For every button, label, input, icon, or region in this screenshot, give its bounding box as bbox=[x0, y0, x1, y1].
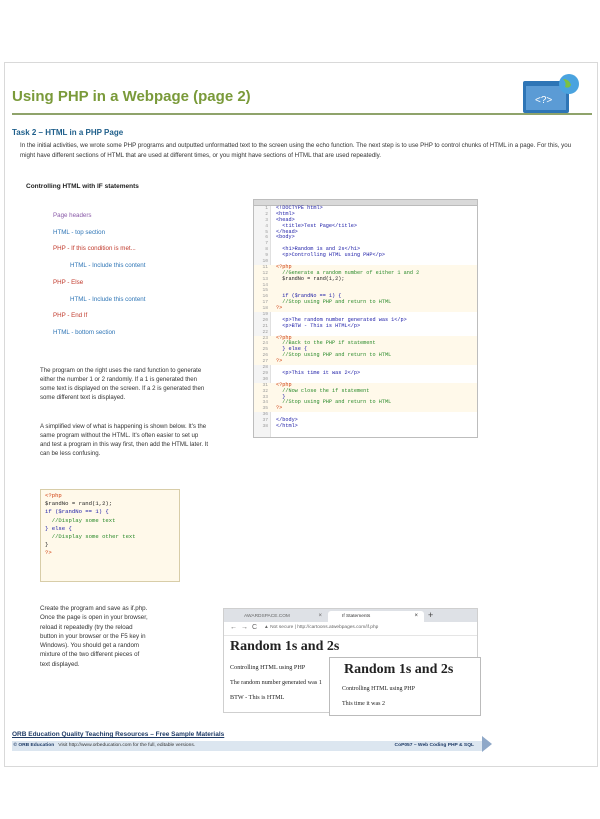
footer-bar bbox=[12, 741, 482, 751]
code-text: <?php bbox=[276, 263, 292, 270]
mini-code-line: } else { bbox=[45, 524, 72, 532]
popup-heading: Random 1s and 2s bbox=[344, 662, 454, 677]
not-secure-label: Not secure bbox=[270, 625, 294, 630]
tab-bar bbox=[224, 609, 477, 622]
tab-awardspace[interactable] bbox=[230, 611, 328, 622]
code-text: //Back to the PHP if statement bbox=[276, 340, 376, 347]
code-text: ?> bbox=[276, 405, 283, 412]
section-heading: Controlling HTML with IF statements bbox=[26, 183, 139, 190]
close-icon[interactable]: × bbox=[318, 613, 322, 619]
mini-code-line: $randNo = rand(1,2); bbox=[45, 500, 113, 508]
line-number: 26 bbox=[262, 353, 268, 359]
line-number: 11 bbox=[262, 264, 268, 270]
code-text: <!DOCTYPE html> bbox=[276, 205, 323, 211]
code-text: } bbox=[276, 393, 286, 400]
browser-para-3: BTW - This is HTML bbox=[230, 694, 285, 701]
code-text: //Stop using PHP and return to HTML bbox=[276, 399, 392, 406]
code-text: <?php bbox=[276, 334, 292, 341]
title-rule bbox=[12, 113, 592, 115]
mini-code-line: if ($randNo == 1) { bbox=[45, 508, 109, 516]
tab-if-statements[interactable] bbox=[328, 611, 424, 622]
simplified-explanation: A simplified view of what is happening is shown below. It's the same program without the HTML. It's often easier to set up and test a program in this way first, then add the HTML later. It can be less confusing. bbox=[40, 423, 209, 457]
code-text: <?php bbox=[276, 381, 292, 388]
second-result-window bbox=[329, 657, 481, 716]
create-text: Create the program and save as if.php. Once the page is open in your browser, reload it repeatedly (try the reload button in your browser or the F5 key in Windows). You should get a random mixture of the two different pieces of text displayed. bbox=[40, 605, 148, 668]
code-text: //Stop using PHP and return to HTML bbox=[276, 352, 392, 359]
line-number: 36 bbox=[262, 412, 268, 418]
code-text: </body> bbox=[276, 417, 298, 424]
back-forward-reload-icons[interactable]: ←→C bbox=[230, 624, 262, 631]
tab-label: If Statements bbox=[342, 614, 371, 619]
line-number: 1 bbox=[265, 206, 268, 211]
line-number: 22 bbox=[262, 329, 268, 335]
url-text: http://cartoons.atwebpages.com/if.php bbox=[297, 625, 379, 630]
code-text: <head> bbox=[276, 216, 295, 223]
mini-code-line: <?php bbox=[45, 492, 62, 499]
flow-php-endif: PHP - End If bbox=[53, 312, 88, 319]
browser-para-1: Controlling HTML using PHP bbox=[230, 664, 306, 671]
mini-code-line: ?> bbox=[45, 549, 52, 557]
line-number: 23 bbox=[262, 335, 268, 341]
mini-code-line: //Display some other text bbox=[45, 533, 136, 541]
code-text: <p>The random number generated was 1</p> bbox=[276, 316, 407, 323]
rand-explanation: The program on the right uses the rand function to generate either the number 1 or 2 randomly. If a 1 is generated then some text is displayed on the screen. If a 2 is generated then some different text is displayed. bbox=[40, 367, 205, 401]
line-number: 35 bbox=[262, 406, 268, 412]
mini-code-line: } bbox=[45, 541, 49, 549]
code-text: //Now close the if statement bbox=[276, 387, 370, 394]
line-number: 37 bbox=[262, 418, 268, 424]
line-number: 8 bbox=[265, 247, 268, 253]
code-text: <h1>Random 1s and 2s</h1> bbox=[276, 246, 361, 253]
line-number: 17 bbox=[262, 300, 268, 306]
line-number: 30 bbox=[262, 376, 268, 382]
code-text: <body> bbox=[276, 234, 295, 241]
line-number: 31 bbox=[262, 382, 268, 388]
line-number: 28 bbox=[262, 365, 268, 371]
url-field[interactable]: ▲ Not secure | http://cartoons.atwebpages.com/if.php bbox=[264, 625, 379, 630]
line-number: 18 bbox=[262, 306, 268, 312]
line-number: 12 bbox=[262, 270, 268, 276]
line-number: 4 bbox=[265, 223, 268, 229]
line-number: 3 bbox=[265, 217, 268, 223]
code-text: } else { bbox=[276, 346, 308, 353]
line-number: 15 bbox=[262, 288, 268, 294]
flow-html-include-2: HTML - Include this content bbox=[70, 296, 146, 303]
line-number: 19 bbox=[262, 312, 268, 318]
footer-title: ORB Education Quality Teaching Resources – Free Sample Materials bbox=[12, 731, 225, 738]
simplified-code-box bbox=[40, 489, 180, 582]
flow-html-bottom: HTML - bottom section bbox=[53, 329, 116, 336]
code-text: if ($randNo == 1) { bbox=[276, 293, 342, 300]
code-text: <html> bbox=[276, 210, 295, 217]
line-number: 32 bbox=[262, 388, 268, 394]
code-lines bbox=[254, 206, 477, 430]
code-text: <p>BTW - This is HTML</p> bbox=[276, 322, 361, 329]
code-text: //Stop using PHP and return to HTML bbox=[276, 299, 392, 306]
line-number: 27 bbox=[262, 359, 268, 365]
browser-para-2: The random number generated was 1 bbox=[230, 679, 322, 686]
flow-php-else: PHP - Else bbox=[53, 279, 84, 286]
intro-paragraph: In the initial activities, we wrote some PHP programs and outputted unformatted text to the screen using the echo function. The next step is to use PHP to control chunks of HTML in a page. For this, you might have different sections of HTML that are used at different times, or you might have sections of HTML that are used repeatedly. bbox=[20, 142, 572, 159]
code-text: $randNo = rand(1,2); bbox=[276, 275, 345, 282]
line-number: 13 bbox=[262, 276, 268, 282]
line-number: 6 bbox=[265, 235, 268, 241]
line-number: 33 bbox=[262, 394, 268, 400]
code-text: <title>Test Page</title> bbox=[276, 222, 357, 229]
create-instructions bbox=[40, 604, 150, 669]
code-text: </head> bbox=[276, 228, 298, 235]
line-number: 25 bbox=[262, 347, 268, 353]
line-number: 5 bbox=[265, 229, 268, 235]
flow-html-top: HTML - top section bbox=[53, 229, 106, 236]
code-text: ?> bbox=[276, 358, 283, 365]
footer-brand: © ORB Education bbox=[13, 743, 55, 748]
code-text: //Generate a random number of either 1 and 2 bbox=[276, 269, 420, 276]
mini-code-line: //Display some text bbox=[45, 516, 116, 524]
flow-php-if: PHP - If this condition is met... bbox=[53, 245, 136, 252]
close-icon[interactable]: × bbox=[414, 613, 418, 619]
code-text: </html> bbox=[276, 422, 298, 429]
code-text: <p>This time it was 2</p> bbox=[276, 369, 361, 376]
code-text: ?> bbox=[276, 305, 283, 312]
code-line bbox=[254, 424, 477, 430]
line-number: 16 bbox=[262, 294, 268, 300]
line-number: 24 bbox=[262, 341, 268, 347]
flow-page-headers: Page headers bbox=[53, 212, 92, 219]
footer-code: CoP057 – Web Coding PHP & SQL bbox=[394, 743, 474, 748]
address-bar bbox=[224, 622, 477, 636]
page-title: Using PHP in a Webpage (page 2) bbox=[12, 88, 251, 105]
line-number: 21 bbox=[262, 323, 268, 329]
code-editor bbox=[253, 199, 478, 438]
code-monitor-logo-icon bbox=[521, 73, 581, 115]
line-number: 20 bbox=[262, 317, 268, 323]
popup-para-1: Controlling HTML using PHP bbox=[342, 686, 415, 692]
logo-text: <?> bbox=[535, 95, 553, 106]
line-number: 38 bbox=[262, 423, 268, 429]
line-number: 2 bbox=[265, 211, 268, 217]
flow-html-include-1: HTML - Include this content bbox=[70, 262, 146, 269]
line-number: 9 bbox=[265, 253, 268, 259]
tab-label: AWARDSPACE.COM bbox=[244, 614, 290, 619]
code-text: <p>Controlling HTML using PHP</p> bbox=[276, 252, 385, 259]
footer-arrow-icon bbox=[482, 736, 492, 752]
line-number: 14 bbox=[262, 282, 268, 288]
popup-para-2: This time it was 2 bbox=[342, 701, 385, 707]
line-number: 34 bbox=[262, 400, 268, 406]
line-number: 29 bbox=[262, 370, 268, 376]
new-tab-icon[interactable]: + bbox=[428, 610, 434, 620]
footer-visit: Visit http://www.orbeducation.com for the full, editable versions. bbox=[58, 743, 196, 748]
line-number: 7 bbox=[265, 241, 268, 247]
line-number: 10 bbox=[262, 259, 268, 265]
task-heading: Task 2 – HTML in a PHP Page bbox=[12, 128, 124, 137]
browser-heading: Random 1s and 2s bbox=[230, 639, 340, 654]
